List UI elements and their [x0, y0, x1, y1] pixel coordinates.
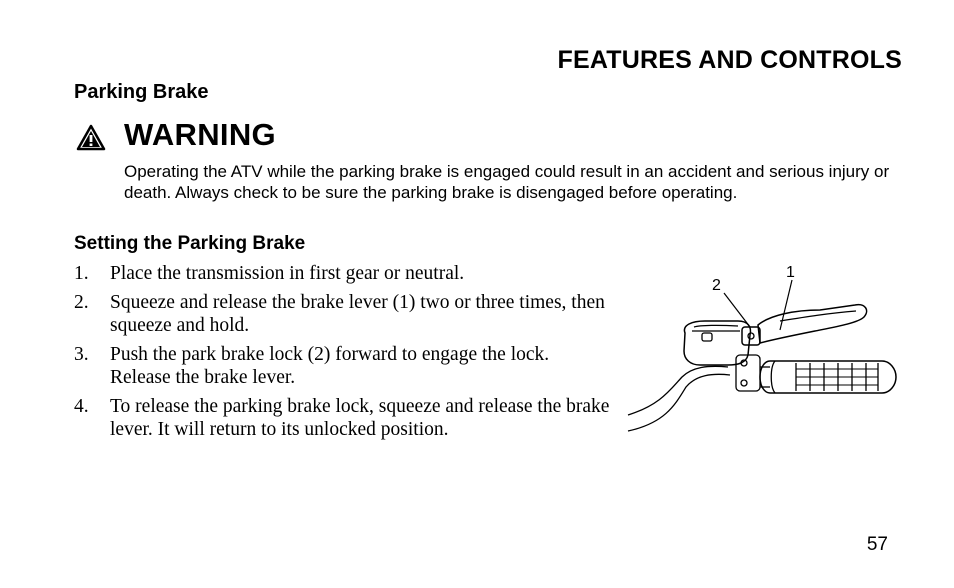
step-number: 3.: [74, 344, 89, 365]
callout-2: 2: [712, 277, 721, 294]
warning-body: Operating the ATV while the parking brake is engaged could result in an accident and serious injury or death. Always check to be sure the parking brake is disengaged before operating.: [124, 162, 890, 202]
subsection-title: Parking Brake: [74, 81, 209, 103]
section-header: FEATURES AND CONTROLS: [557, 46, 902, 74]
step-text: Squeeze and release the brake lever (1) two or three times, then squeeze and hold.: [110, 292, 605, 336]
step-text: Push the park brake lock (2) forward to engage the lock. Release the brake lever.: [110, 344, 550, 388]
page-number: 57: [866, 534, 888, 555]
warning-triangle-icon: [76, 124, 106, 151]
list-item: [74, 343, 614, 389]
list-item: [74, 291, 614, 337]
step-number: 4.: [74, 396, 89, 417]
list-item: [74, 262, 614, 285]
warning-title: WARNING: [124, 117, 276, 152]
step-number: 1.: [74, 263, 89, 284]
step-number: 2.: [74, 292, 89, 313]
callout-1: 1: [786, 264, 795, 281]
setting-title: Setting the Parking Brake: [74, 233, 306, 254]
brake-lever-illustration: [620, 255, 900, 445]
steps-list: [74, 262, 614, 447]
list-item: [74, 395, 614, 441]
step-text: To release the parking brake lock, squeeze and release the brake lever. It will return to its unlocked position.: [110, 396, 610, 440]
step-text: Place the transmission in first gear or neutral.: [110, 263, 465, 284]
